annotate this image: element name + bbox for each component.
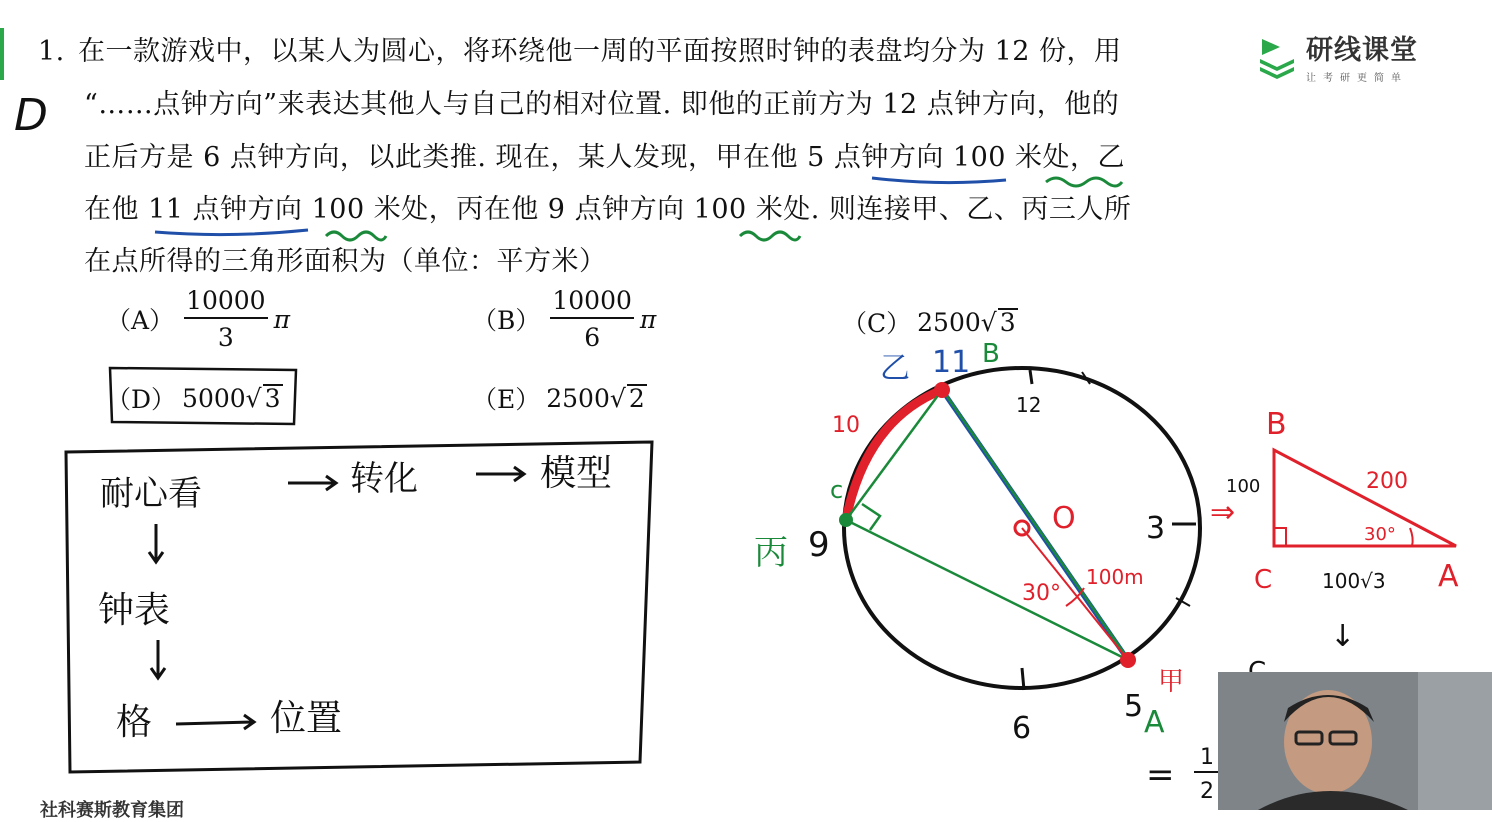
result-half-num: 1	[1200, 745, 1214, 770]
result-equals: =	[1146, 755, 1175, 795]
option-c-radicand: 3	[999, 307, 1016, 337]
arrow-down-2	[151, 640, 165, 678]
option-b-denominator: 6	[584, 323, 601, 352]
label-jia: 甲	[1158, 667, 1185, 697]
option-c-label: （C）	[842, 309, 912, 338]
option-c-coef: 2500	[917, 307, 981, 337]
arrow-3	[176, 715, 254, 729]
note-patient: 耐心看	[100, 474, 202, 514]
presenter-silhouette	[1218, 672, 1492, 810]
label-3: 3	[1146, 511, 1166, 546]
question-number: 1.	[38, 36, 65, 67]
label-11: 11	[932, 345, 971, 380]
point-11	[934, 382, 950, 398]
triangle-label-c: C	[1254, 565, 1273, 595]
option-e-root: √	[609, 383, 626, 413]
option-e-radicand: 2	[628, 383, 645, 413]
wavy-100m-c	[740, 232, 800, 240]
line-9-to-5	[846, 520, 1128, 660]
wavy-100m-a	[1046, 178, 1122, 186]
option-b-numerator: 10000	[550, 288, 634, 319]
triangle-arrow-down: ↓	[1330, 619, 1356, 654]
footer-brand: 社科赛斯教育集团	[40, 800, 184, 821]
option-a-pi: π	[273, 304, 291, 334]
tick-6	[1022, 668, 1024, 690]
line-9-to-11	[846, 390, 942, 520]
option-a-denominator: 3	[217, 323, 234, 352]
triangle-label-b: B	[1266, 407, 1287, 442]
arrow-down-1	[149, 524, 163, 562]
brand-slogan: 让考研更简单	[1306, 73, 1408, 84]
triangle-side-ab: 200	[1366, 469, 1408, 494]
question-line-4: 在他 11 点钟方向 100 米处，丙在他 9 点钟方向 100 米处. 则连接甲、乙、丙三人所	[84, 194, 1132, 225]
tick-12	[1030, 370, 1032, 384]
answer-mark: D	[14, 90, 48, 141]
underline-11-oclock	[155, 230, 308, 235]
arrow-1	[288, 476, 336, 490]
result-half-den: 2	[1200, 779, 1214, 804]
label-100m: 100m	[1086, 565, 1144, 589]
brand-name: 研线课堂	[1306, 35, 1418, 66]
question-line-2: “……点钟方向”来表达其他人与自己的相对位置. 即他的正前方为 12 点钟方向，他的	[84, 89, 1120, 120]
note-clock: 钟表	[98, 590, 171, 631]
label-a-green: A	[1144, 705, 1165, 740]
option-d-highlight-box	[110, 368, 296, 424]
arrow-2	[476, 467, 524, 481]
question-line-5: 在点所得的三角形面积为（单位：平方米）	[84, 246, 607, 277]
option-d-root: √	[245, 383, 262, 413]
triangle-angle: 30°	[1364, 524, 1396, 545]
label-bing: 丙	[754, 533, 788, 573]
right-angle-mark	[862, 504, 880, 530]
label-yi: 乙	[880, 351, 910, 386]
note-position: 位置	[270, 698, 343, 739]
note-grid: 格	[116, 702, 153, 743]
triangle-arrow-right: ⇒	[1210, 495, 1236, 530]
option-a-label: （A）	[106, 306, 175, 335]
label-30: 30°	[1022, 581, 1061, 606]
label-6: 6	[1012, 711, 1032, 746]
label-b-green: B	[982, 339, 1000, 369]
option-c-root: √	[980, 307, 997, 337]
triangle-label-a: A	[1438, 559, 1459, 594]
label-5: 5	[1124, 689, 1144, 724]
note-model: 模型	[540, 453, 613, 494]
option-d-radicand: 3	[264, 383, 281, 413]
wavy-100m-b	[326, 232, 386, 240]
label-o: O	[1052, 501, 1076, 536]
label-c-green: c	[830, 476, 844, 504]
line-11-to-5-green	[944, 392, 1126, 656]
option-e-coef: 2500	[546, 383, 610, 413]
question-line-1: 在一款游戏中，以某人为圆心，将环绕他一周的平面按照时钟的表盘均分为 12 份，用	[78, 36, 1122, 67]
label-10: 10	[832, 413, 860, 438]
option-e-label: （E）	[472, 385, 541, 414]
triangle-angle-arc	[1410, 528, 1413, 546]
point-5	[1120, 652, 1136, 668]
note-transform: 转化	[350, 459, 418, 499]
question-line-3: 正后方是 6 点钟方向，以此类推. 现在，某人发现，甲在他 5 点钟方向 100 米处，乙	[84, 142, 1126, 173]
option-a-numerator: 10000	[184, 288, 268, 319]
triangle-right-angle	[1274, 528, 1286, 546]
underline-5-oclock	[872, 178, 1006, 183]
presenter-video	[1218, 672, 1492, 810]
option-d-label: （D）	[106, 385, 177, 414]
triangle-side-bc: 100	[1226, 476, 1261, 497]
point-9	[839, 513, 853, 527]
label-12: 12	[1016, 393, 1042, 417]
option-b-label: （B）	[472, 306, 541, 335]
label-9: 9	[808, 525, 830, 565]
option-d-coef: 5000	[182, 383, 246, 413]
option-b-pi: π	[639, 304, 657, 334]
triangle-side-ca: 100√3	[1322, 569, 1386, 593]
